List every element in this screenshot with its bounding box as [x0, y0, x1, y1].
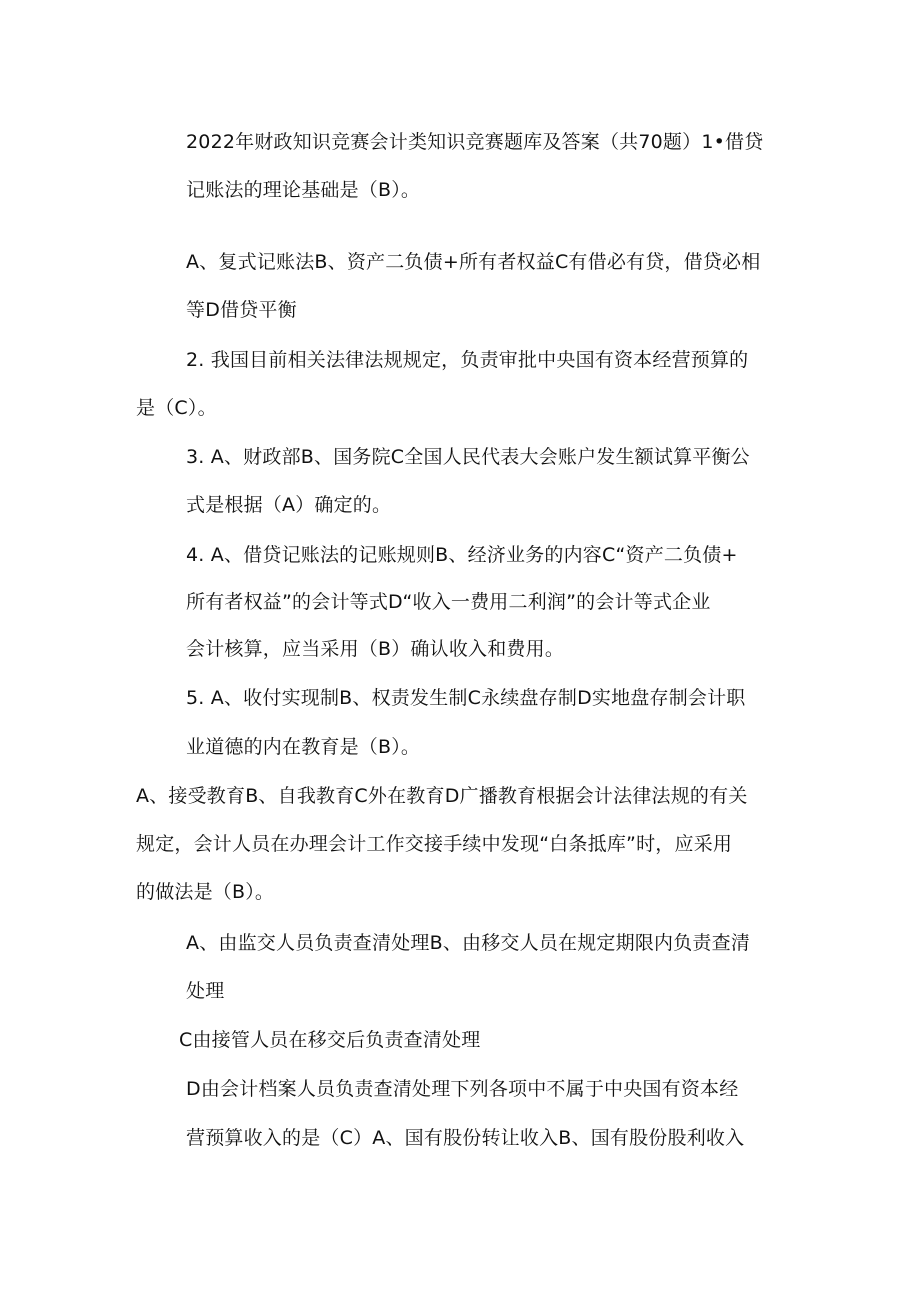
text-line-14: A、接受教育B、自我教育C外在教育D广播教育根据会计法律法规的有关	[136, 785, 748, 807]
text-line-19: C由接管人员在移交后负责查清处理	[179, 1029, 481, 1051]
text-line-7: 3. A、财政部B、国务院C全国人民代表大会账户发生额试算平衡公	[186, 446, 750, 468]
text-line-6: 是（C）。	[136, 397, 217, 419]
text-line-11: 会计核算，应当采用（B）确认收入和费用。	[186, 638, 565, 660]
text-line-17: A、由监交人员负责查清处理B、由移交人员在规定期限内负责查清	[186, 932, 751, 954]
text-line-20: D由会计档案人员负责查清处理下列各项中不属于中央国有资本经	[186, 1078, 739, 1100]
text-line-16: 的做法是（B）。	[136, 881, 275, 903]
text-line-9: 4. A、借贷记账法的记账规则B、经济业务的内容C“资产二负债+	[186, 544, 738, 566]
text-line-2: 记账法的理论基础是（B）。	[186, 179, 421, 201]
text-line-4: 等D借贷平衡	[186, 299, 297, 321]
text-line-21: 营预算收入的是（C）A、国有股份转让收入B、国有股份股利收入	[186, 1127, 745, 1149]
text-line-13: 业道德的内在教育是（B）。	[186, 736, 421, 758]
text-line-15: 规定，会计人员在办理会计工作交接手续中发现“白条抵库”时，应采用	[136, 833, 733, 855]
text-line-1: 2022年财政知识竞赛会计类知识竞赛题库及答案（共70题）1•借贷	[186, 131, 764, 153]
text-line-12: 5. A、收付实现制B、权责发生制C永续盘存制D实地盘存制会计职	[186, 687, 746, 709]
text-line-10: 所有者权益”的会计等式D“收入一费用二利润”的会计等式企业	[186, 591, 711, 613]
text-line-5: 2. 我国目前相关法律法规规定，负责审批中央国有资本经营预算的	[186, 349, 749, 371]
text-line-8: 式是根据（A）确定的。	[186, 494, 392, 516]
text-line-18: 处理	[186, 980, 225, 1002]
text-line-3: A、复式记账法B、资产二负债+所有者权益C有借必有贷，借贷必相	[186, 251, 761, 273]
